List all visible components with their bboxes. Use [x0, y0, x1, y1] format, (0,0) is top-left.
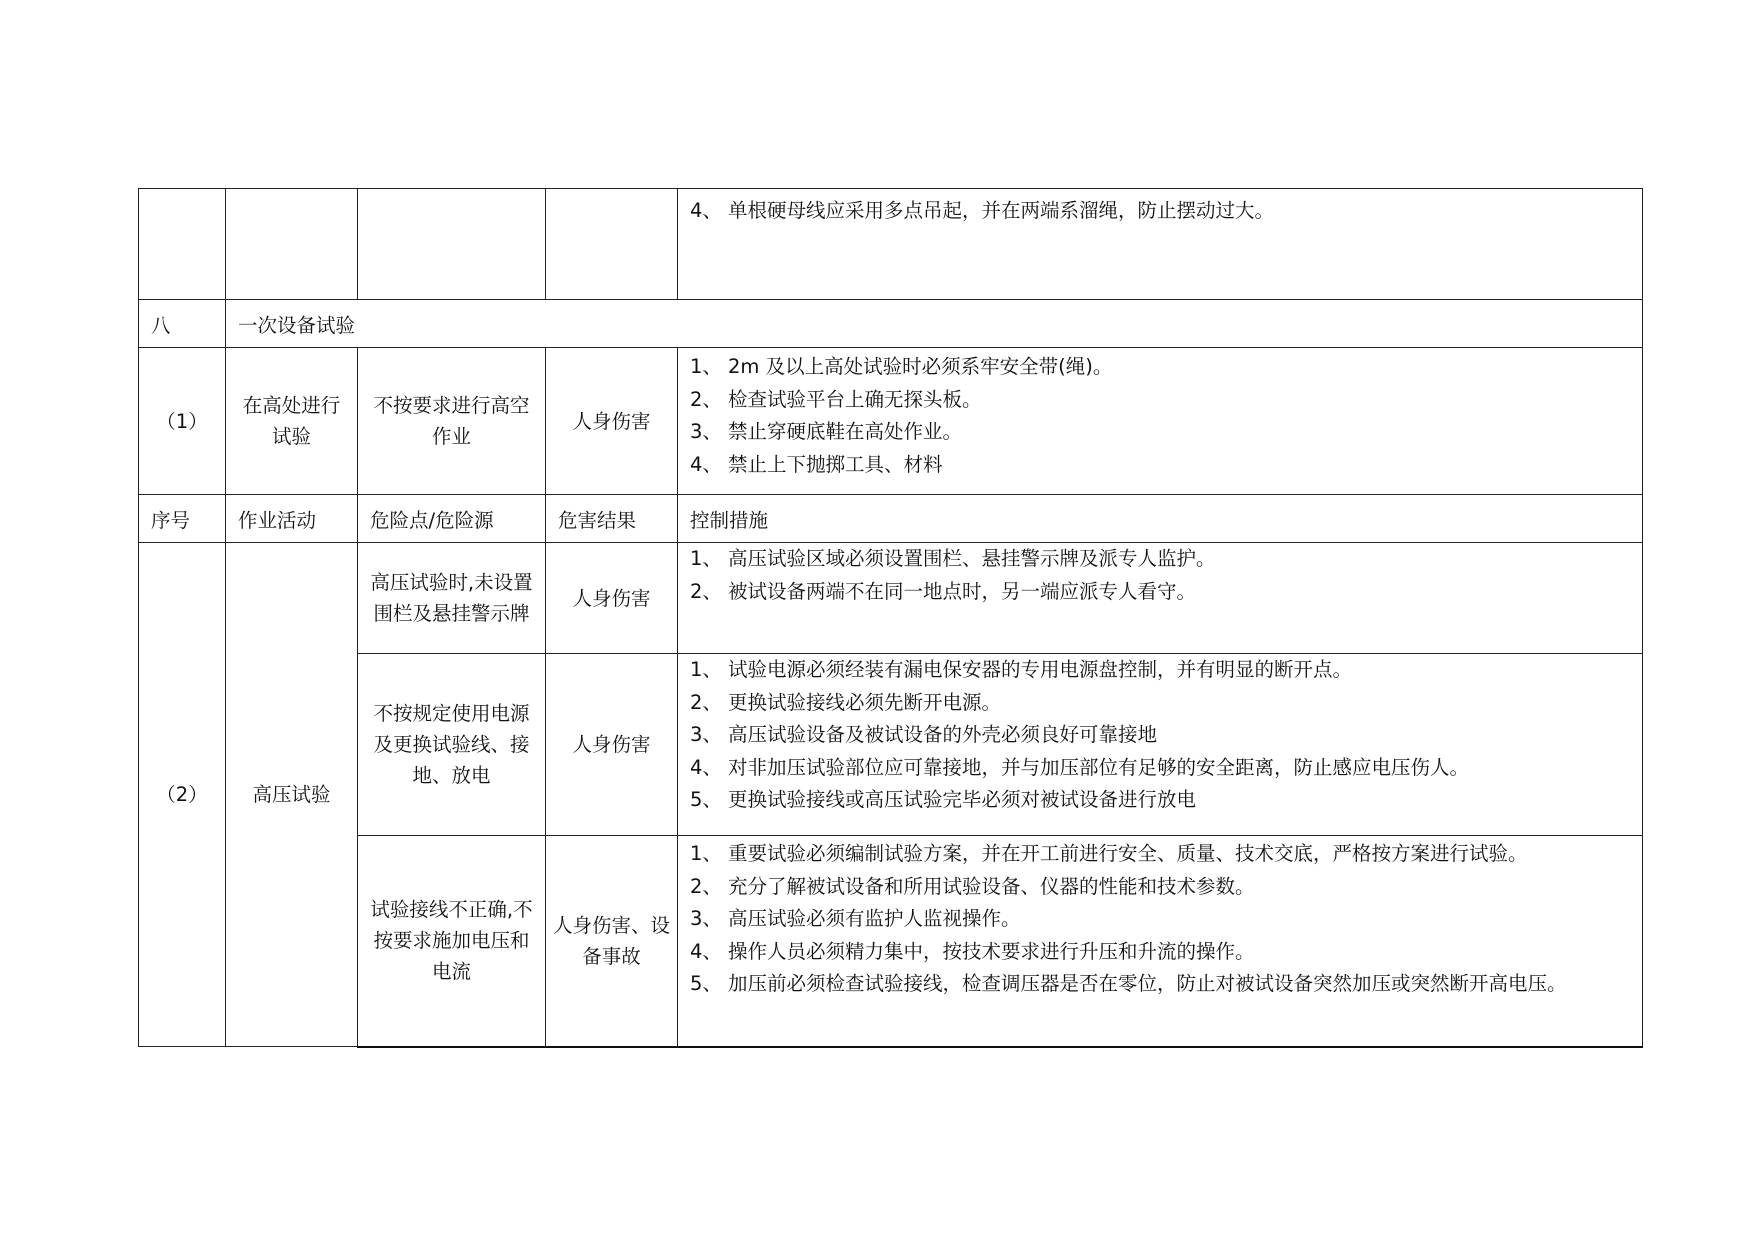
measure-item: 2、 被试设备两端不在同一地点时，另一端应派专人看守。 [690, 579, 1197, 603]
measures-cell [678, 543, 1643, 654]
result-cell: 人身伤害 [546, 348, 678, 495]
measure-item: 2、 充分了解被试设备和所用试验设备、仪器的性能和技术参数。 [690, 874, 1255, 898]
hazard-cell: 不按规定使用电源及更换试验线、接地、放电 [358, 654, 546, 836]
hazard-cell: 不按要求进行高空作业 [358, 348, 546, 495]
hazard-control-table [138, 188, 1643, 1048]
measures-cell [678, 836, 1643, 1047]
header-measures: 控制措施 [678, 495, 1643, 543]
measure-item: 4、 对非加压试验部位应可靠接地，并与加压部位有足够的安全距离，防止感应电压伤人。 [690, 755, 1470, 779]
hazard-cell: 试验接线不正确,不按要求施加电压和电流 [358, 836, 546, 1047]
measure-item: 1、 试验电源必须经装有漏电保安器的专用电源盘控制，并有明显的断开点。 [690, 658, 1353, 681]
header-row [139, 495, 1643, 543]
header-seq: 序号 [139, 495, 226, 543]
measure-item: 4、 操作人员必须精力集中，按技术要求进行升压和升流的操作。 [690, 939, 1255, 963]
section-title: 一次设备试验 [226, 300, 1643, 348]
hazard-cell [358, 189, 546, 300]
result-cell: 人身伤害 [546, 543, 678, 654]
seq-cell: （1） [139, 348, 226, 495]
seq-cell: （2） [139, 543, 226, 1047]
table-row [139, 654, 1643, 836]
table-row [139, 189, 1643, 300]
table-row [139, 836, 1643, 1047]
measure-item: 3、 高压试验设备及被试设备的外壳必须良好可靠接地 [690, 723, 1158, 746]
header-hazard: 危险点/危险源 [358, 495, 546, 543]
table-row [139, 348, 1643, 495]
measures-cell [678, 189, 1643, 300]
result-cell: 人身伤害 [546, 654, 678, 836]
table-row [139, 543, 1643, 654]
measure-item: 5、 更换试验接线或高压试验完毕必须对被试设备进行放电 [690, 788, 1197, 811]
result-cell: 人身伤害、设备事故 [546, 836, 678, 1047]
measure-item: 4、 禁止上下抛掷工具、材料 [690, 452, 943, 476]
measure-item: 3、 禁止穿硬底鞋在高处作业。 [690, 420, 963, 443]
seq-cell [139, 189, 226, 300]
measure-item: 1、 高压试验区域必须设置围栏、悬挂警示牌及派专人监护。 [690, 547, 1216, 570]
activity-cell: 高压试验 [226, 543, 358, 1047]
measure-item: 2、 更换试验接线必须先断开电源。 [690, 690, 1002, 714]
measure-item: 4、 单根硬母线应采用多点吊起，并在两端系溜绳，防止摆动过大。 [690, 199, 1275, 222]
header-activity: 作业活动 [226, 495, 358, 543]
measure-item: 1、 2m 及以上高处试验时必须系牢安全带(绳)。 [690, 355, 1113, 378]
measures-cell [678, 348, 1643, 495]
measure-item: 5、 加压前必须检查试验接线，检查调压器是否在零位，防止对被试设备突然加压或突然断开高电压。 [690, 972, 1567, 995]
measures-cell [678, 654, 1643, 836]
activity-cell: 在高处进行试验 [226, 348, 358, 495]
section-number: 八 [139, 300, 226, 348]
hazard-cell: 高压试验时,未设置围栏及悬挂警示牌 [358, 543, 546, 654]
section-row [139, 300, 1643, 348]
activity-cell [226, 189, 358, 300]
measure-item: 2、 检查试验平台上确无探头板。 [690, 387, 982, 411]
measure-item: 3、 高压试验必须有监护人监视操作。 [690, 907, 1021, 930]
measure-item: 1、 重要试验必须编制试验方案，并在开工前进行安全、质量、技术交底，严格按方案进行试验。 [690, 842, 1528, 865]
result-cell [546, 189, 678, 300]
header-result: 危害结果 [546, 495, 678, 543]
